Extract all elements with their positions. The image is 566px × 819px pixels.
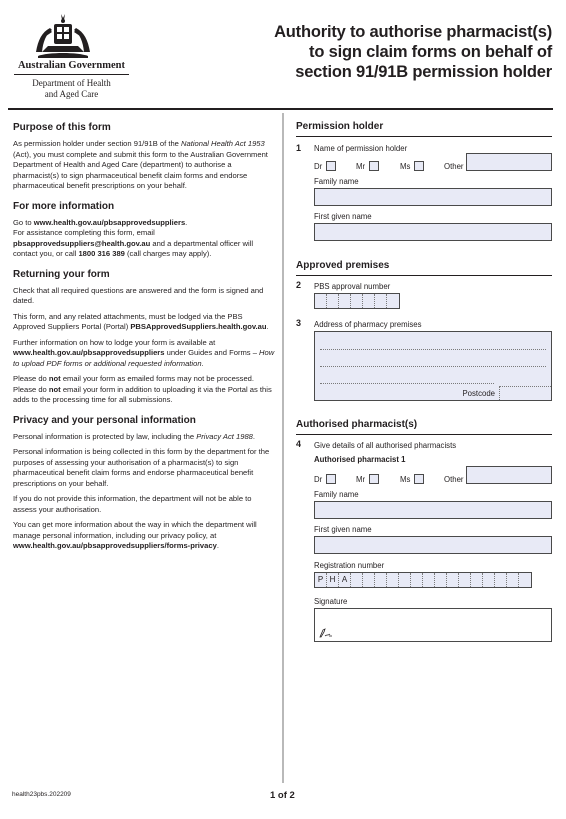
title-ms-checkbox[interactable] [414, 161, 424, 171]
registration-cell [423, 573, 435, 587]
pharmacist-title-dr-checkbox[interactable] [326, 474, 336, 484]
returning-text-4a: Please do [13, 374, 49, 383]
returning-text-3c: under Guides and Forms – [164, 348, 260, 357]
returning-text-2c: . [266, 322, 269, 331]
question-2-label: PBS approval number [314, 282, 391, 291]
form-title-line-1: Authority to authorise pharmacist(s) [274, 23, 552, 41]
privacy-text-4a: You can get more information about the way in which the department will manage personal information, including our privacy policy, at [13, 520, 257, 540]
pharmacist-family-name-field[interactable] [314, 501, 552, 519]
signature-pen-icon [319, 627, 333, 638]
form-title-line-3: section 91/91B permission holder [295, 63, 552, 81]
form-title-line-2: to sign claim forms on behalf of [309, 43, 552, 61]
purpose-section [13, 122, 275, 192]
registration-cell [495, 573, 507, 587]
approval-cell [387, 294, 399, 308]
given-name-label: First given name [314, 212, 372, 221]
registration-cell [399, 573, 411, 587]
privacy-text-4c: . [216, 541, 219, 550]
registration-prefix-h: H [327, 573, 339, 587]
returning-text-4c: email your form as emailed forms may not be processed. Please do [13, 374, 254, 394]
more-info-text [13, 218, 275, 260]
registration-cell [363, 573, 375, 587]
title-other-field[interactable] [466, 153, 552, 171]
form-title [222, 22, 552, 82]
registration-cell [471, 573, 483, 587]
registration-cell [507, 573, 519, 587]
pharmacist-title-ms-label: Ms [400, 475, 411, 484]
approved-premises-heading: Approved premises [296, 260, 552, 276]
title-ms-label: Ms [400, 162, 411, 171]
privacy-text-2: Personal information is being collected in this form by the department for the purposes of assessing your authorisation of a pharmacist(s) to sign pharmaceutical benefit claim forms and endorse pharmaceutical benefit prescriptions on your behalf. [13, 447, 270, 488]
family-name-field[interactable] [314, 188, 552, 206]
given-name-field[interactable] [314, 223, 552, 241]
pbs-approval-number-field[interactable] [314, 293, 400, 309]
returning-heading: Returning your form [13, 268, 110, 280]
pharmacist-given-name-label: First given name [314, 525, 372, 534]
registration-cell [411, 573, 423, 587]
registration-cell [387, 573, 399, 587]
pharmacist-title-dr-label: Dr [314, 475, 323, 484]
header-divider [8, 108, 553, 110]
question-1-number: 1 [296, 143, 302, 153]
returning-section [13, 269, 275, 406]
registration-cell [435, 573, 447, 587]
registration-cell [519, 573, 531, 587]
registration-number-field[interactable] [314, 572, 532, 588]
registration-prefix-a: A [339, 573, 351, 587]
returning-text-4e: email your form in addition to uploading it via the Portal as this adds to the processing time for all submissions. [13, 384, 272, 404]
address-line [320, 349, 546, 350]
returning-text-1: Check that all required questions are answered and the form is signed and dated. [13, 285, 264, 305]
form-code: health23pbs.202209 [12, 791, 71, 798]
question-4-number: 4 [296, 439, 302, 449]
logo-rule [14, 74, 129, 75]
lodge-info-link[interactable]: www.health.gov.au/pbsapprovedsuppliers [13, 348, 165, 357]
registration-cell [483, 573, 495, 587]
support-phone: 1800 316 389 [78, 249, 125, 258]
title-dr-label: Dr [314, 162, 323, 171]
privacy-text-1a: Personal information is protected by law, including the [13, 431, 197, 441]
pharmacist-title-other-field[interactable] [466, 466, 552, 484]
privacy-heading: Privacy and your personal information [13, 414, 196, 426]
signature-label: Signature [314, 597, 348, 606]
instructions-column [13, 122, 275, 561]
postcode-field[interactable] [499, 386, 551, 400]
authorised-pharmacists-heading: Authorised pharmacist(s) [296, 419, 552, 435]
privacy-section [13, 415, 275, 552]
more-info-heading: For more information [13, 200, 115, 212]
returning-text-3 [13, 338, 275, 370]
question-3-number: 3 [296, 318, 302, 328]
privacy-text-4 [13, 520, 275, 552]
question-2-number: 2 [296, 280, 302, 290]
returning-text-3a: Further information on how to lodge your form is available at [13, 337, 216, 347]
column-divider [282, 113, 284, 783]
pharmacist-family-name-label: Family name [314, 490, 359, 499]
emphasis-not-1: not [48, 374, 61, 383]
info-text-5: (call charges may apply). [124, 249, 212, 258]
approval-cell [375, 294, 387, 308]
page-number: 1 of 2 [270, 790, 295, 801]
purpose-text-2: (Act), you must complete and submit this form to the Australian Government Department of Health and Aged Care (department) to authorise a pharmacist(s) to sign pharmaceutical benefit claim forms and endorse pharmaceutical benefit prescriptions on your behalf. [13, 149, 268, 190]
info-text-1: Go to [13, 217, 34, 227]
privacy-text-1 [13, 432, 275, 443]
registration-cell [351, 573, 363, 587]
approval-cell [339, 294, 351, 308]
address-line [320, 366, 546, 367]
signature-field[interactable] [314, 608, 552, 642]
pharmacist-title-other-label: Other [444, 475, 464, 484]
coat-of-arms-icon [28, 12, 98, 58]
department-name [14, 78, 129, 100]
approval-cell [315, 294, 327, 308]
pharmacist-title-mr-label: Mr [356, 475, 366, 484]
pharmacist-1-heading: Authorised pharmacist 1 [314, 455, 406, 464]
privacy-policy-link[interactable]: www.health.gov.au/pbsapprovedsuppliers/forms-privacy [13, 541, 217, 550]
returning-text-2a: This form, and any related attachments, must be lodged via the PBS Approved Suppliers Portal (Portal) [13, 311, 243, 331]
info-text-4: and a departmental officer will contact you, or call [13, 238, 254, 258]
approval-cell [351, 294, 363, 308]
approval-cell [327, 294, 339, 308]
purpose-text-1: As permission holder under section 91/91B of the [13, 139, 182, 148]
returning-text-4 [13, 374, 275, 406]
registration-cell [375, 573, 387, 587]
pharmacy-address-field[interactable] [314, 331, 552, 401]
registration-cell [447, 573, 459, 587]
title-mr-label: Mr [356, 162, 366, 171]
privacy-text-1c: . [252, 431, 256, 441]
emphasis-not-2: not [48, 384, 61, 394]
title-dr-checkbox[interactable] [326, 161, 336, 171]
title-other-label: Other [444, 162, 464, 171]
question-3-label: Address of pharmacy premises [314, 320, 422, 329]
registration-cell [459, 573, 471, 587]
government-name: Australian Government [17, 60, 126, 71]
purpose-heading: Purpose of this form [13, 122, 111, 133]
department-line-1: Department of Health [32, 78, 111, 88]
act-name: National Health Act 1953 [181, 139, 265, 148]
title-mr-checkbox[interactable] [369, 161, 379, 171]
permission-holder-heading: Permission holder [296, 121, 552, 137]
guide-title: How to upload PDF forms or additional requested information [13, 348, 275, 368]
question-4-label: Give details of all authorised pharmacists [314, 441, 457, 450]
returning-text-3e: . [201, 358, 204, 368]
postcode-label: Postcode [462, 389, 495, 398]
pharmacist-title-ms-checkbox[interactable] [414, 474, 424, 484]
approval-cell [363, 294, 375, 308]
family-name-label: Family name [314, 177, 359, 186]
question-1-label: Name of permission holder [314, 144, 408, 153]
pharmacist-given-name-field[interactable] [314, 536, 552, 554]
pharmacist-title-mr-checkbox[interactable] [369, 474, 379, 484]
support-email-link[interactable]: pbsapprovedsuppliers@health.gov.au [13, 238, 151, 248]
more-info-section [13, 201, 275, 260]
registration-number-label: Registration number [314, 561, 385, 570]
privacy-text-3: If you do not provide this information, the department will not be able to assess your authorisation. [13, 494, 252, 514]
returning-text-2 [13, 312, 275, 333]
purpose-text [13, 139, 275, 192]
info-text-3: For assistance completing this form, email [13, 228, 155, 237]
department-line-2: and Aged Care [44, 89, 99, 99]
pbs-website-link[interactable]: www.health.gov.au/pbsapprovedsuppliers [33, 217, 186, 227]
address-line [320, 383, 494, 384]
info-text-2: . [185, 217, 188, 227]
privacy-act-name: Privacy Act 1988 [196, 431, 253, 441]
portal-link[interactable]: PBSApprovedSuppliers.health.gov.au [130, 322, 267, 331]
registration-prefix-p: P [315, 573, 327, 587]
